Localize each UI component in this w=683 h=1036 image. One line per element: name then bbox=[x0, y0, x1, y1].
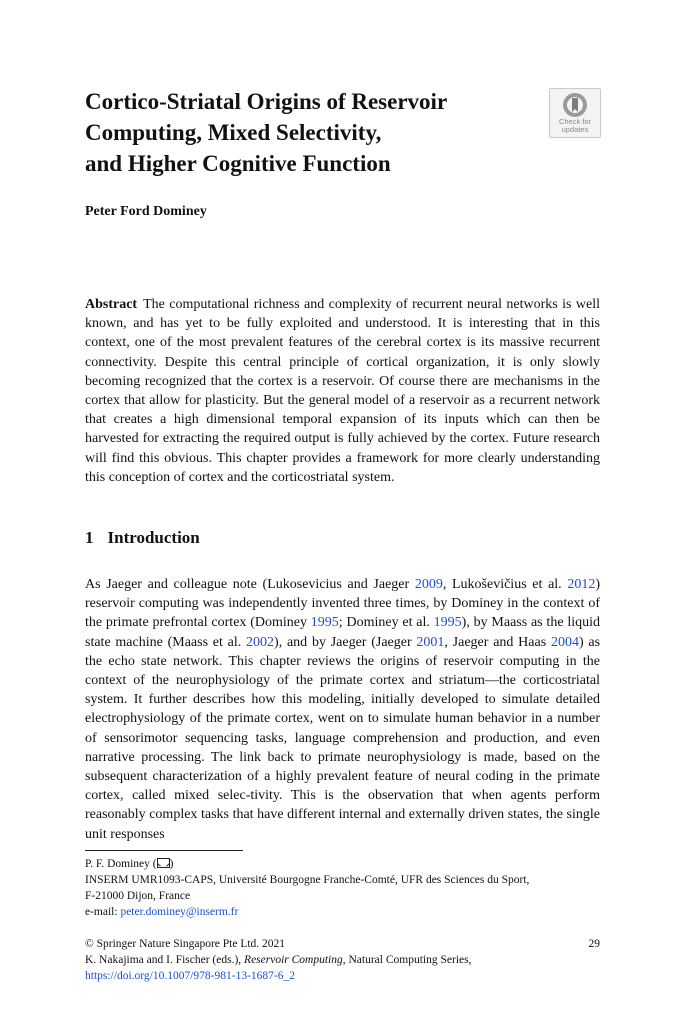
intro-text: ), by Maass as the liquid state machine (Maass et al. bbox=[85, 615, 600, 650]
citation-link[interactable]: 2002 bbox=[246, 634, 275, 650]
copyright-text: © Springer Nature Singapore Pte Ltd. 2021 bbox=[85, 938, 286, 950]
page-number: 29 bbox=[588, 938, 600, 950]
section-title: Introduction bbox=[107, 528, 200, 547]
introduction-paragraph bbox=[85, 575, 600, 844]
envelope-icon bbox=[157, 858, 170, 868]
citation-link[interactable]: 2004 bbox=[550, 634, 579, 650]
footnote-address: F-21000 Dijon, France bbox=[85, 890, 191, 902]
footnote-paren: ) bbox=[169, 858, 174, 870]
citation-link[interactable]: 2001 bbox=[416, 634, 445, 650]
email-label: e-mail: bbox=[85, 906, 121, 918]
intro-text: ) as the echo state network. This chapter reviews the origins of reservoir computing in the context of the neurophysiology of the primate cortex and striatum—the corticostriatal system. It further describes how this modeling, initially developed to simulate detailed electrophysiology of the primate cortex, went on to simulate human behavior in a number of sensorimotor sequencing tasks, language comprehension and production, and even narrative processing. The link back to primate neurophysiology is made, based on the subsequent characterization of a highly prevalent feature of neural coding in the primate cortex, called mixed selec-tivity. This is the observation that when agents perform reasonably complex tasks that have different internal and externally driven states, the single unit responses bbox=[85, 634, 601, 842]
intro-text: As Jaeger and colleague note (Lukosevicius and Jaeger bbox=[85, 577, 415, 592]
author-footnote bbox=[85, 856, 600, 920]
title-line: and Higher Cognitive Function bbox=[85, 151, 391, 176]
copyright-row bbox=[85, 936, 600, 952]
citation-link[interactable]: 1995 bbox=[310, 615, 339, 631]
abstract bbox=[85, 295, 600, 487]
intro-text: ) reservoir computing was independently invented three times, by Dominey in the context of the primate prefrontal cortex (Dominey bbox=[85, 577, 600, 631]
footnote-author-line bbox=[85, 856, 600, 872]
section-number: 1 bbox=[85, 528, 94, 547]
badge-text-line1: Check for bbox=[558, 117, 592, 126]
citation-link[interactable]: 2009 bbox=[414, 577, 443, 592]
crossmark-icon bbox=[562, 92, 588, 118]
title-line: Computing, Mixed Selectivity, bbox=[85, 120, 382, 145]
doi-link[interactable]: https://doi.org/10.1007/978-981-13-1687-6_2 bbox=[85, 970, 295, 982]
book-title: Reservoir Computing bbox=[244, 954, 343, 966]
footnote-affiliation: INSERM UMR1093-CAPS, Université Bourgogne Franche-Comté, UFR des Sciences du Sport, bbox=[85, 874, 530, 886]
abstract-label: Abstract bbox=[85, 297, 138, 312]
chapter-title bbox=[85, 86, 525, 179]
citation-link[interactable]: 2012 bbox=[567, 577, 596, 592]
check-for-updates-badge[interactable] bbox=[549, 88, 601, 138]
footnote-email-line bbox=[85, 904, 600, 920]
section-heading bbox=[85, 528, 200, 548]
citation-link[interactable]: 1995 bbox=[433, 615, 462, 631]
footnote-author: P. F. Dominey ( bbox=[85, 858, 157, 870]
series: , Natural Computing Series, bbox=[342, 954, 472, 966]
intro-text: , Lukoševičius et al. bbox=[442, 577, 568, 592]
intro-text: ; Dominey et al. bbox=[338, 615, 434, 631]
copyright-block bbox=[85, 936, 600, 984]
title-line: Cortico-Striatal Origins of Reservoir bbox=[85, 89, 448, 114]
citation-line bbox=[85, 952, 600, 968]
footnote-divider bbox=[85, 850, 243, 851]
editors: K. Nakajima and I. Fischer (eds.), bbox=[85, 954, 245, 966]
intro-text: , Jaeger and Haas bbox=[444, 634, 551, 650]
badge-text-line2: updates bbox=[561, 125, 589, 134]
email-link[interactable]: peter.dominey@inserm.fr bbox=[120, 906, 239, 918]
abstract-text: The computational richness and complexity of recurrent neural networks is well known, and has yet to be fully exploited and understood. It is interesting that in this context, one of the most prevalent features of the cerebral cortex is its massive recurrent connectivity. Despite this central principle of cortical organization, it is only slowly becoming recognized that the cortex is a reservoir. Of course there are mechanisms in the cortex that allow for plasticity. But the general model of a reservoir as a recurrent network that creates a high dimensional temporal expansion of its inputs which can then be harvested for extracting the required output is fully achieved by the cortex. Future research will find this obvious. This chapter provides a framework for more clearly understanding this conception of cortex and the corticostriatal system. bbox=[85, 297, 600, 485]
author-name: Peter Ford Dominey bbox=[85, 204, 207, 219]
intro-text: ), and by Jaeger (Jaeger bbox=[274, 634, 417, 650]
